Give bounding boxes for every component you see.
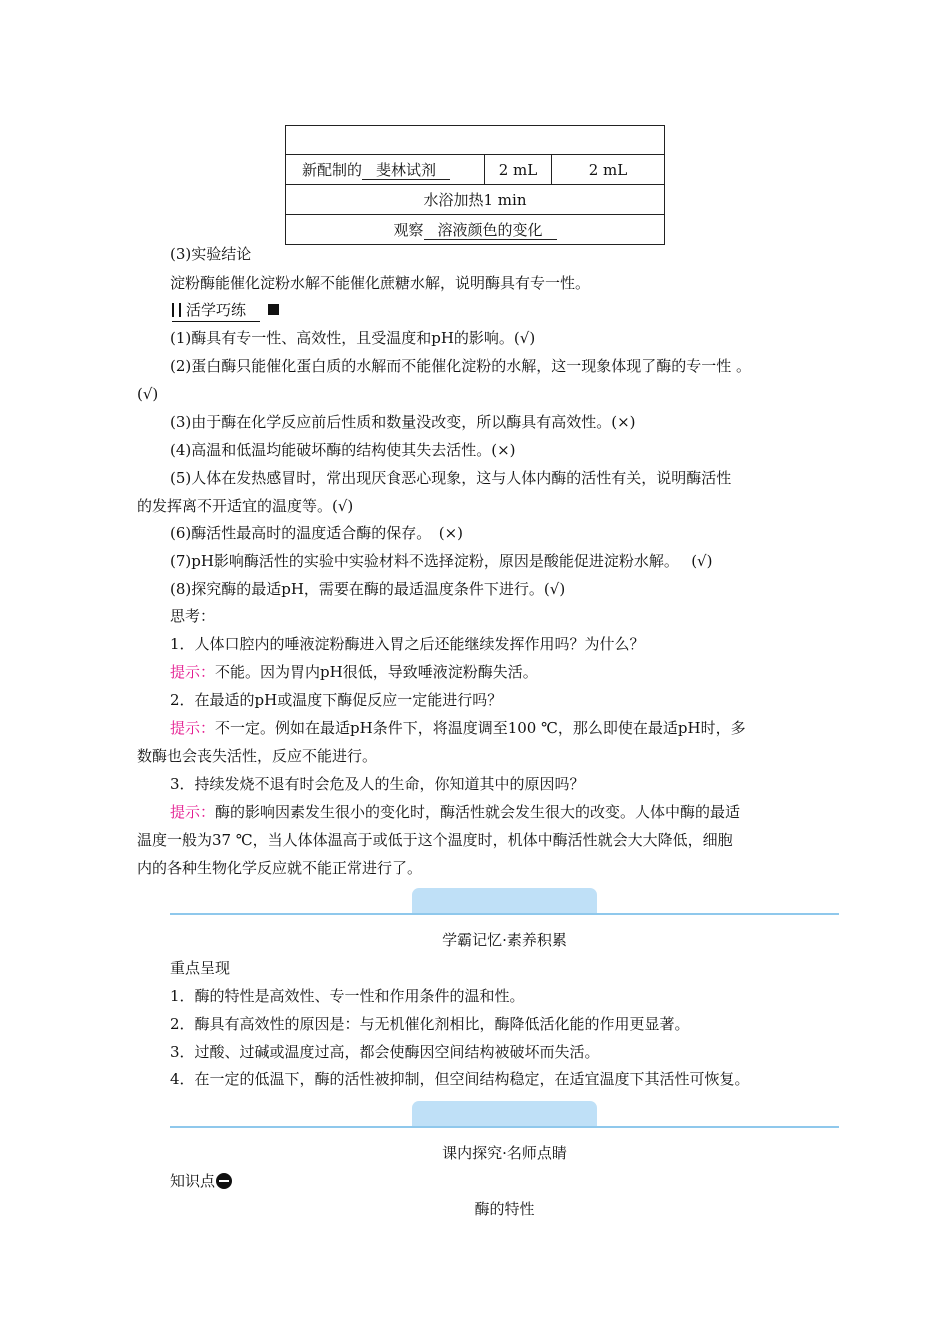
reagent-prefix: 新配制的 [302, 161, 363, 179]
key-point: 3．过酸、过碱或温度过高，都会使酶因空间结构被破坏而失活。 [170, 1043, 600, 1061]
number-one-circle-icon [216, 1173, 232, 1189]
table-row-header [286, 126, 665, 155]
section-divider-line [170, 1126, 839, 1128]
hint-label: 提示： [170, 663, 216, 681]
practice-item: (7)pH影响酶活性的实验中实验材料不选择淀粉，原因是酸能促进淀粉水解。 (√) [170, 552, 713, 570]
key-point: 1．酶的特性是高效性、专一性和作用条件的温和性。 [170, 987, 525, 1005]
bar-mark [179, 303, 181, 317]
practice-label-underline [172, 300, 260, 322]
section-tab-decoration [412, 1101, 597, 1128]
answer-2-text: 不一定。例如在最适pH条件下，将温度调至100 ℃，那么即使在最适pH时，多 [215, 719, 746, 737]
practice-item: (8)探究酶的最适pH，需要在酶的最适温度条件下进行。(√) [170, 580, 566, 598]
knowledge-point-label [170, 1171, 232, 1191]
table-row-observe [286, 215, 665, 245]
table-cell-observe [286, 215, 665, 245]
answer-2 [170, 718, 746, 738]
table-cell-tube2: 2 mL [552, 155, 665, 185]
table-row-reagent [286, 155, 665, 185]
answer-3-continued: 温度一般为37 ℃，当人体体温高于或低于这个温度时，机体中酶活性就会大大降低，细胞 [137, 831, 733, 849]
key-point: 2．酶具有高效性的原因是：与无机催化剂相比，酶降低活化能的作用更显著。 [170, 1015, 690, 1033]
observe-prefix: 观察 [393, 221, 424, 239]
practice-item: (4)高温和低温均能破坏酶的结构使其失去活性。(×) [170, 441, 516, 459]
hint-label: 提示： [170, 719, 216, 737]
practice-item: (3)由于酶在化学反应前后性质和数量没改变，所以酶具有高效性。(×) [170, 413, 636, 431]
conclusion-heading: (3)实验结论 [170, 245, 252, 263]
square-mark [268, 304, 279, 315]
section-tab-decoration [412, 888, 597, 915]
table-cell-tube1: 2 mL [485, 155, 552, 185]
key-point: 4．在一定的低温下，酶的活性被抑制，但空间结构稳定，在适宜温度下其活性可恢复。 [170, 1070, 750, 1088]
observe-blank: 溶液颜色的变化 [424, 221, 557, 240]
hint-label: 提示： [170, 803, 216, 821]
table-cell-heating: 水浴加热1 min [286, 185, 665, 215]
practice-item: (6)酶活性最高时的温度适合酶的保存。 (×) [170, 524, 464, 542]
question-1: 1．人体口腔内的唾液淀粉酶进入胃之后还能继续发挥作用吗？为什么？ [170, 635, 645, 653]
bar-mark [172, 303, 174, 317]
answer-3 [170, 802, 740, 822]
answer-3-continued: 内的各种生物化学反应就不能正常进行了。 [137, 859, 423, 877]
practice-label [172, 300, 279, 322]
reagent-blank: 斐林试剂 [362, 161, 450, 180]
table-cell-reagent [286, 155, 485, 185]
practice-item-continued: 的发挥离不开适宜的温度等。(√) [137, 497, 354, 515]
section-title: 课内探究·名师点睛 [442, 1144, 567, 1162]
practice-item: (2)蛋白酶只能催化蛋白质的水解而不能催化淀粉的水解，这一现象体现了酶的专一性 。 [170, 357, 752, 375]
practice-item-continued: (√) [137, 385, 159, 403]
knowledge-label-text: 知识点 [170, 1172, 216, 1190]
thinking-heading: 思考： [170, 607, 216, 625]
topic-title: 酶的特性 [474, 1200, 535, 1218]
experiment-table [285, 125, 665, 245]
section-divider-line [170, 913, 839, 915]
table-row-heating [286, 185, 665, 215]
answer-3-text: 酶的影响因素发生很小的变化时，酶活性就会发生很大的改变。人体中酶的最适 [215, 803, 741, 821]
conclusion-text: 淀粉酶能催化淀粉水解不能催化蔗糖水解，说明酶具有专一性。 [170, 274, 591, 292]
answer-2-continued: 数酶也会丧失活性，反应不能进行。 [137, 747, 378, 765]
practice-item: (5)人体在发热感冒时，常出现厌食恶心现象，这与人体内酶的活性有关，说明酶活性 [170, 469, 732, 487]
table-empty-cell [286, 126, 665, 155]
answer-1 [170, 662, 538, 682]
question-2: 2．在最适的pH或温度下酶促反应一定能进行吗？ [170, 691, 503, 709]
section-title: 学霸记忆·素养积累 [442, 931, 567, 949]
question-3: 3．持续发烧不退有时会危及人的生命，你知道其中的原因吗？ [170, 775, 585, 793]
key-points-heading: 重点呈现 [170, 959, 231, 977]
answer-1-text: 不能。因为胃内pH很低，导致唾液淀粉酶失活。 [215, 663, 538, 681]
practice-item: (1)酶具有专一性、高效性，且受温度和pH的影响。(√) [170, 329, 536, 347]
practice-label-text: 活学巧练 [186, 301, 247, 319]
